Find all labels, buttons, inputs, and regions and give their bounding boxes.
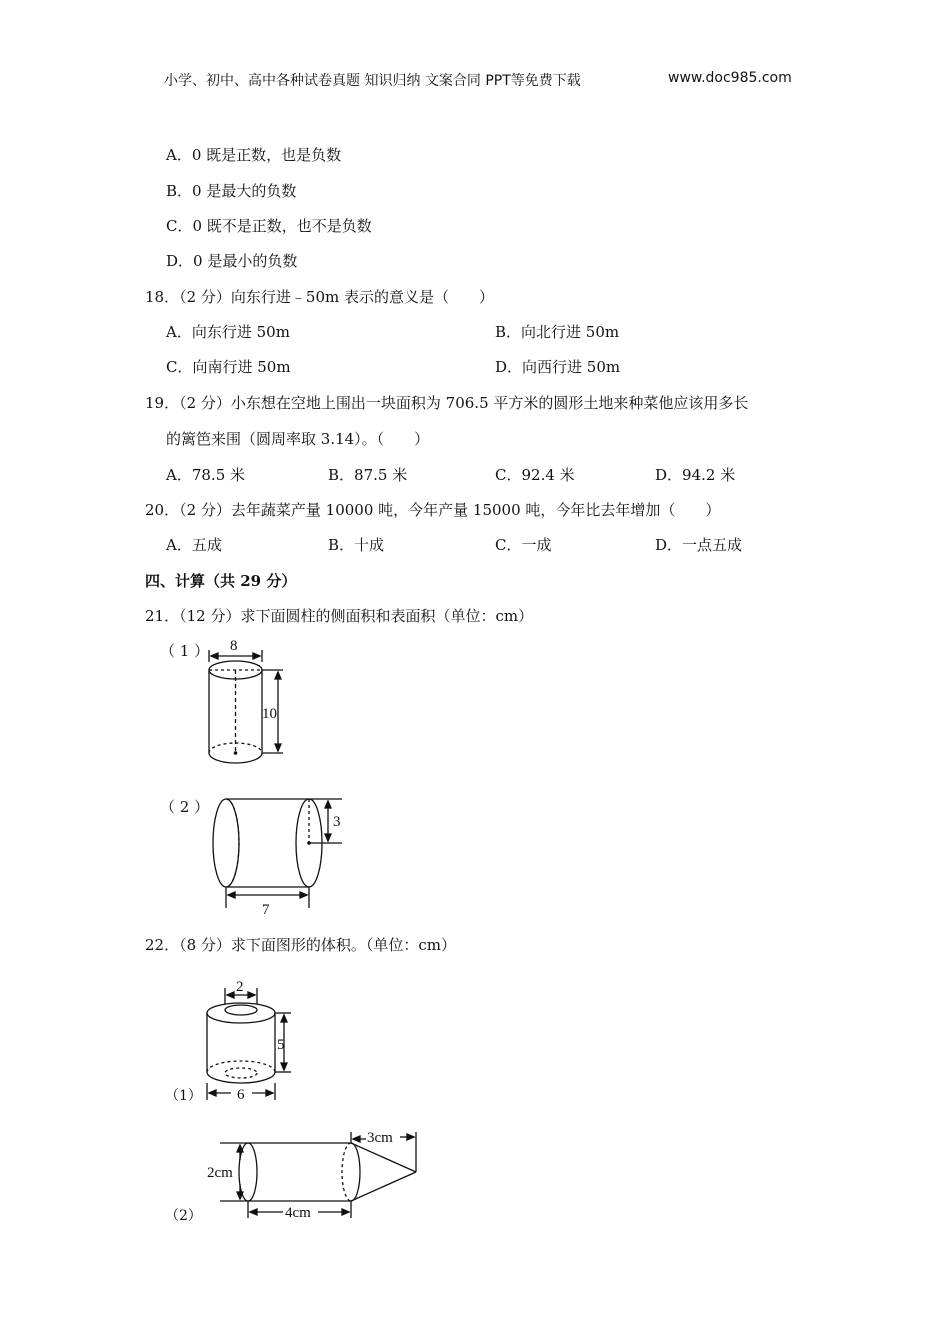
q21-fig2-label: （ 2 ） (160, 798, 210, 816)
q17-option-d: D．0 是最小的负数 (166, 252, 298, 270)
q21-fig2-radius: 3 (333, 814, 341, 830)
q21-fig1-height: 10 (262, 706, 277, 722)
q22-fig2-diameter: 2cm (207, 1165, 233, 1181)
q21-stem: 21．（12 分）求下面圆柱的侧面积和表面积（单位：cm） (145, 607, 534, 625)
header-banner: 小学、初中、高中各种试卷真题 知识归纳 文案合同 PPT等免费下载 (164, 73, 581, 89)
q20-stem: 20．（2 分）去年蔬菜产量 10000 吨，今年产量 15000 吨，今年比去年增加（ ） (145, 501, 721, 519)
q22-stem: 22．（8 分）求下面图形的体积。（单位：cm） (145, 936, 457, 954)
q19-option-b: B．87.5 米 (328, 466, 408, 484)
q19-option-c: C．92.4 米 (495, 466, 575, 484)
q18-option-a: A．向东行进 50m (166, 323, 290, 341)
q20-option-d: D．一点五成 (655, 536, 743, 554)
q20-option-c: C．一成 (495, 536, 552, 554)
q21-fig1-label: （ 1 ） (160, 642, 210, 660)
q21-fig2-length: 7 (262, 902, 270, 918)
q19-option-d: D．94.2 米 (655, 466, 736, 484)
q22-fig2-label: （2） (165, 1208, 202, 1224)
q19-option-a: A．78.5 米 (166, 466, 245, 484)
q18-stem: 18．（2 分）向东行进﹣50m 表示的意义是（ ） (145, 288, 494, 306)
q17-option-a: A．0 既是正数，也是负数 (166, 146, 342, 164)
q21-fig1-diameter: 8 (230, 638, 238, 654)
section-title: 四、计算（共 29 分） (145, 572, 297, 590)
q22-fig1-label: （1） (165, 1088, 202, 1104)
q18-option-b: B．向北行进 50m (495, 323, 620, 341)
q17-option-c: C．0 既不是正数，也不是负数 (166, 217, 372, 235)
q20-option-b: B．十成 (328, 536, 385, 554)
q18-option-c: C．向南行进 50m (166, 358, 291, 376)
q22-fig1-height: 5 (277, 1037, 285, 1053)
q20-option-a: A．五成 (166, 536, 222, 554)
q19-stem-line2: 的篱笆来围（圆周率取 3.14）。（ ） (166, 430, 430, 448)
q22-fig2-cyl-len: 4cm (285, 1205, 311, 1221)
header-url[interactable]: www.doc985.com (668, 70, 792, 86)
q19-stem-line1: 19．（2 分）小东想在空地上围出一块面积为 706.5 平方米的圆形土地来种菜他应该用多长 (145, 394, 749, 412)
q22-fig1-outer: 6 (237, 1087, 245, 1103)
q17-option-b: B．0 是最大的负数 (166, 182, 297, 200)
q22-fig1-inner: 2 (236, 979, 244, 995)
q18-option-d: D．向西行进 50m (495, 358, 621, 376)
q22-fig2-cone-len: 3cm (367, 1130, 393, 1146)
